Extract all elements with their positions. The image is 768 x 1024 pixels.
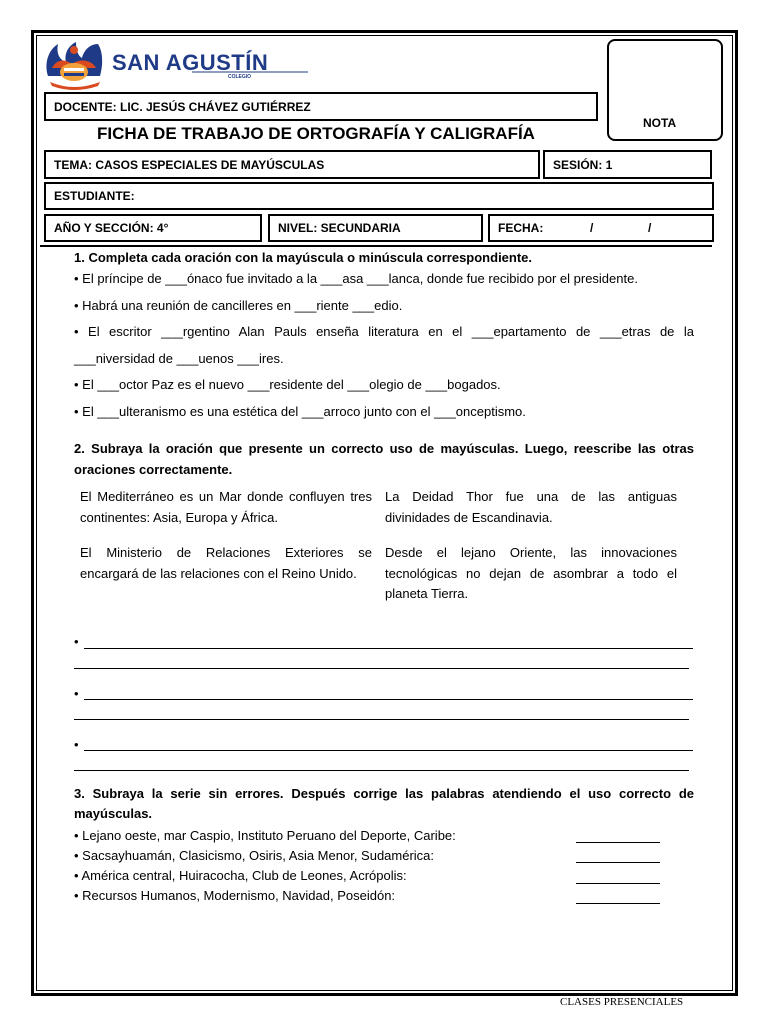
nota-label: NOTA xyxy=(643,116,677,130)
footer-label: CLASES PRESENCIALES xyxy=(560,996,684,1008)
sentence-option[interactable]: Desde el lejano Oriente, las innovaciones tecnológicas no dejan de asombrar a todo el planeta Tierra. xyxy=(385,545,677,601)
section1-title: 1. Completa cada oración con la mayúscula o minúscula correspondiente. xyxy=(74,250,533,265)
sentence-option[interactable]: El Ministerio de Relaciones Exteriores se encargará de las relaciones con el Reino Unido. xyxy=(80,545,372,581)
section1-line: • El ___octor Paz es el nuevo ___residente del ___olegio de ___bogados. xyxy=(74,377,501,392)
section2-title: 2. Subraya la oración que presente un correcto uso de mayúsculas. Luego, reescribe las otras oraciones correctamente. xyxy=(74,441,694,477)
series-item[interactable]: • Recursos Humanos, Modernismo, Navidad, Poseidón: xyxy=(74,888,396,903)
session-field xyxy=(543,150,712,179)
level-field xyxy=(268,214,483,242)
answer-blank[interactable] xyxy=(576,842,660,843)
date-separator: / xyxy=(648,221,652,235)
section1-line: • Habrá una reunión de cancilleres en ___riente ___edio. xyxy=(74,298,403,313)
student-label: ESTUDIANTE: xyxy=(54,189,135,203)
rewrite-bullet: • xyxy=(74,634,79,649)
answer-blank[interactable] xyxy=(576,862,660,863)
section1-line: • El príncipe de ___ónaco fue invitado a la ___asa ___lanca, donde fue recibido por el presidente. xyxy=(74,271,638,286)
rewrite-line[interactable] xyxy=(74,668,689,669)
grade-label: AÑO Y SECCIÓN: 4° xyxy=(54,221,169,235)
series-item[interactable]: • América central, Huiracocha, Club de Leones, Acrópolis: xyxy=(74,868,407,883)
rewrite-line[interactable] xyxy=(74,719,689,720)
sentence-option[interactable]: El Mediterráneo es un Mar donde confluyen tres continentes: Asia, Europa y África. xyxy=(80,489,372,525)
level-label: NIVEL: SECUNDARIA xyxy=(278,221,401,235)
school-name: SAN AGUSTÍN xyxy=(112,50,269,75)
session-label: SESIÓN: 1 xyxy=(553,157,613,172)
header-divider xyxy=(40,245,712,247)
sentence-option[interactable]: La Deidad Thor fue una de las antiguas divinidades de Escandinavia. xyxy=(385,489,677,525)
answer-blank[interactable] xyxy=(576,883,660,884)
topic-label: TEMA: CASOS ESPECIALES DE MAYÚSCULAS xyxy=(54,157,325,172)
eagle-crest-icon xyxy=(46,42,102,90)
teacher-label: DOCENTE: LIC. JESÚS CHÁVEZ GUTIÉRREZ xyxy=(54,99,311,114)
series-item[interactable]: • Sacsayhuamán, Clasicismo, Osiris, Asia Menor, Sudamérica: xyxy=(74,848,435,863)
rewrite-line[interactable] xyxy=(84,699,693,700)
section1-line: • El escritor ___rgentino Alan Pauls enseña literatura en el ___epartamento de ___etras de la xyxy=(74,324,694,339)
section1-line: • El ___ulteranismo es una estética del ___arroco junto con el ___onceptismo. xyxy=(74,404,526,419)
teacher-field xyxy=(44,92,598,121)
date-field[interactable] xyxy=(488,214,714,242)
school-subtitle: COLEGIO xyxy=(228,74,252,80)
rewrite-line[interactable] xyxy=(84,750,693,751)
date-label: FECHA: xyxy=(498,221,544,235)
rewrite-line[interactable] xyxy=(74,770,689,771)
date-separator: / xyxy=(590,221,594,235)
series-item[interactable]: • Lejano oeste, mar Caspio, Instituto Peruano del Deporte, Caribe: xyxy=(74,828,456,843)
grade-field xyxy=(44,214,262,242)
answer-blank[interactable] xyxy=(576,903,660,904)
section1-line: ___niversidad de ___uenos ___ires. xyxy=(74,351,284,366)
page-title: FICHA DE TRABAJO DE ORTOGRAFÍA Y CALIGRAFÍA xyxy=(97,124,535,143)
rewrite-line[interactable] xyxy=(84,648,693,649)
topic-field xyxy=(44,150,540,179)
student-field[interactable] xyxy=(44,182,714,210)
rewrite-bullet: • xyxy=(74,686,79,701)
section3-title: 3. Subraya la serie sin errores. Después corrige las palabras atendiendo el uso correcto de mayúsculas. xyxy=(74,786,694,821)
rewrite-bullet: • xyxy=(74,737,79,752)
